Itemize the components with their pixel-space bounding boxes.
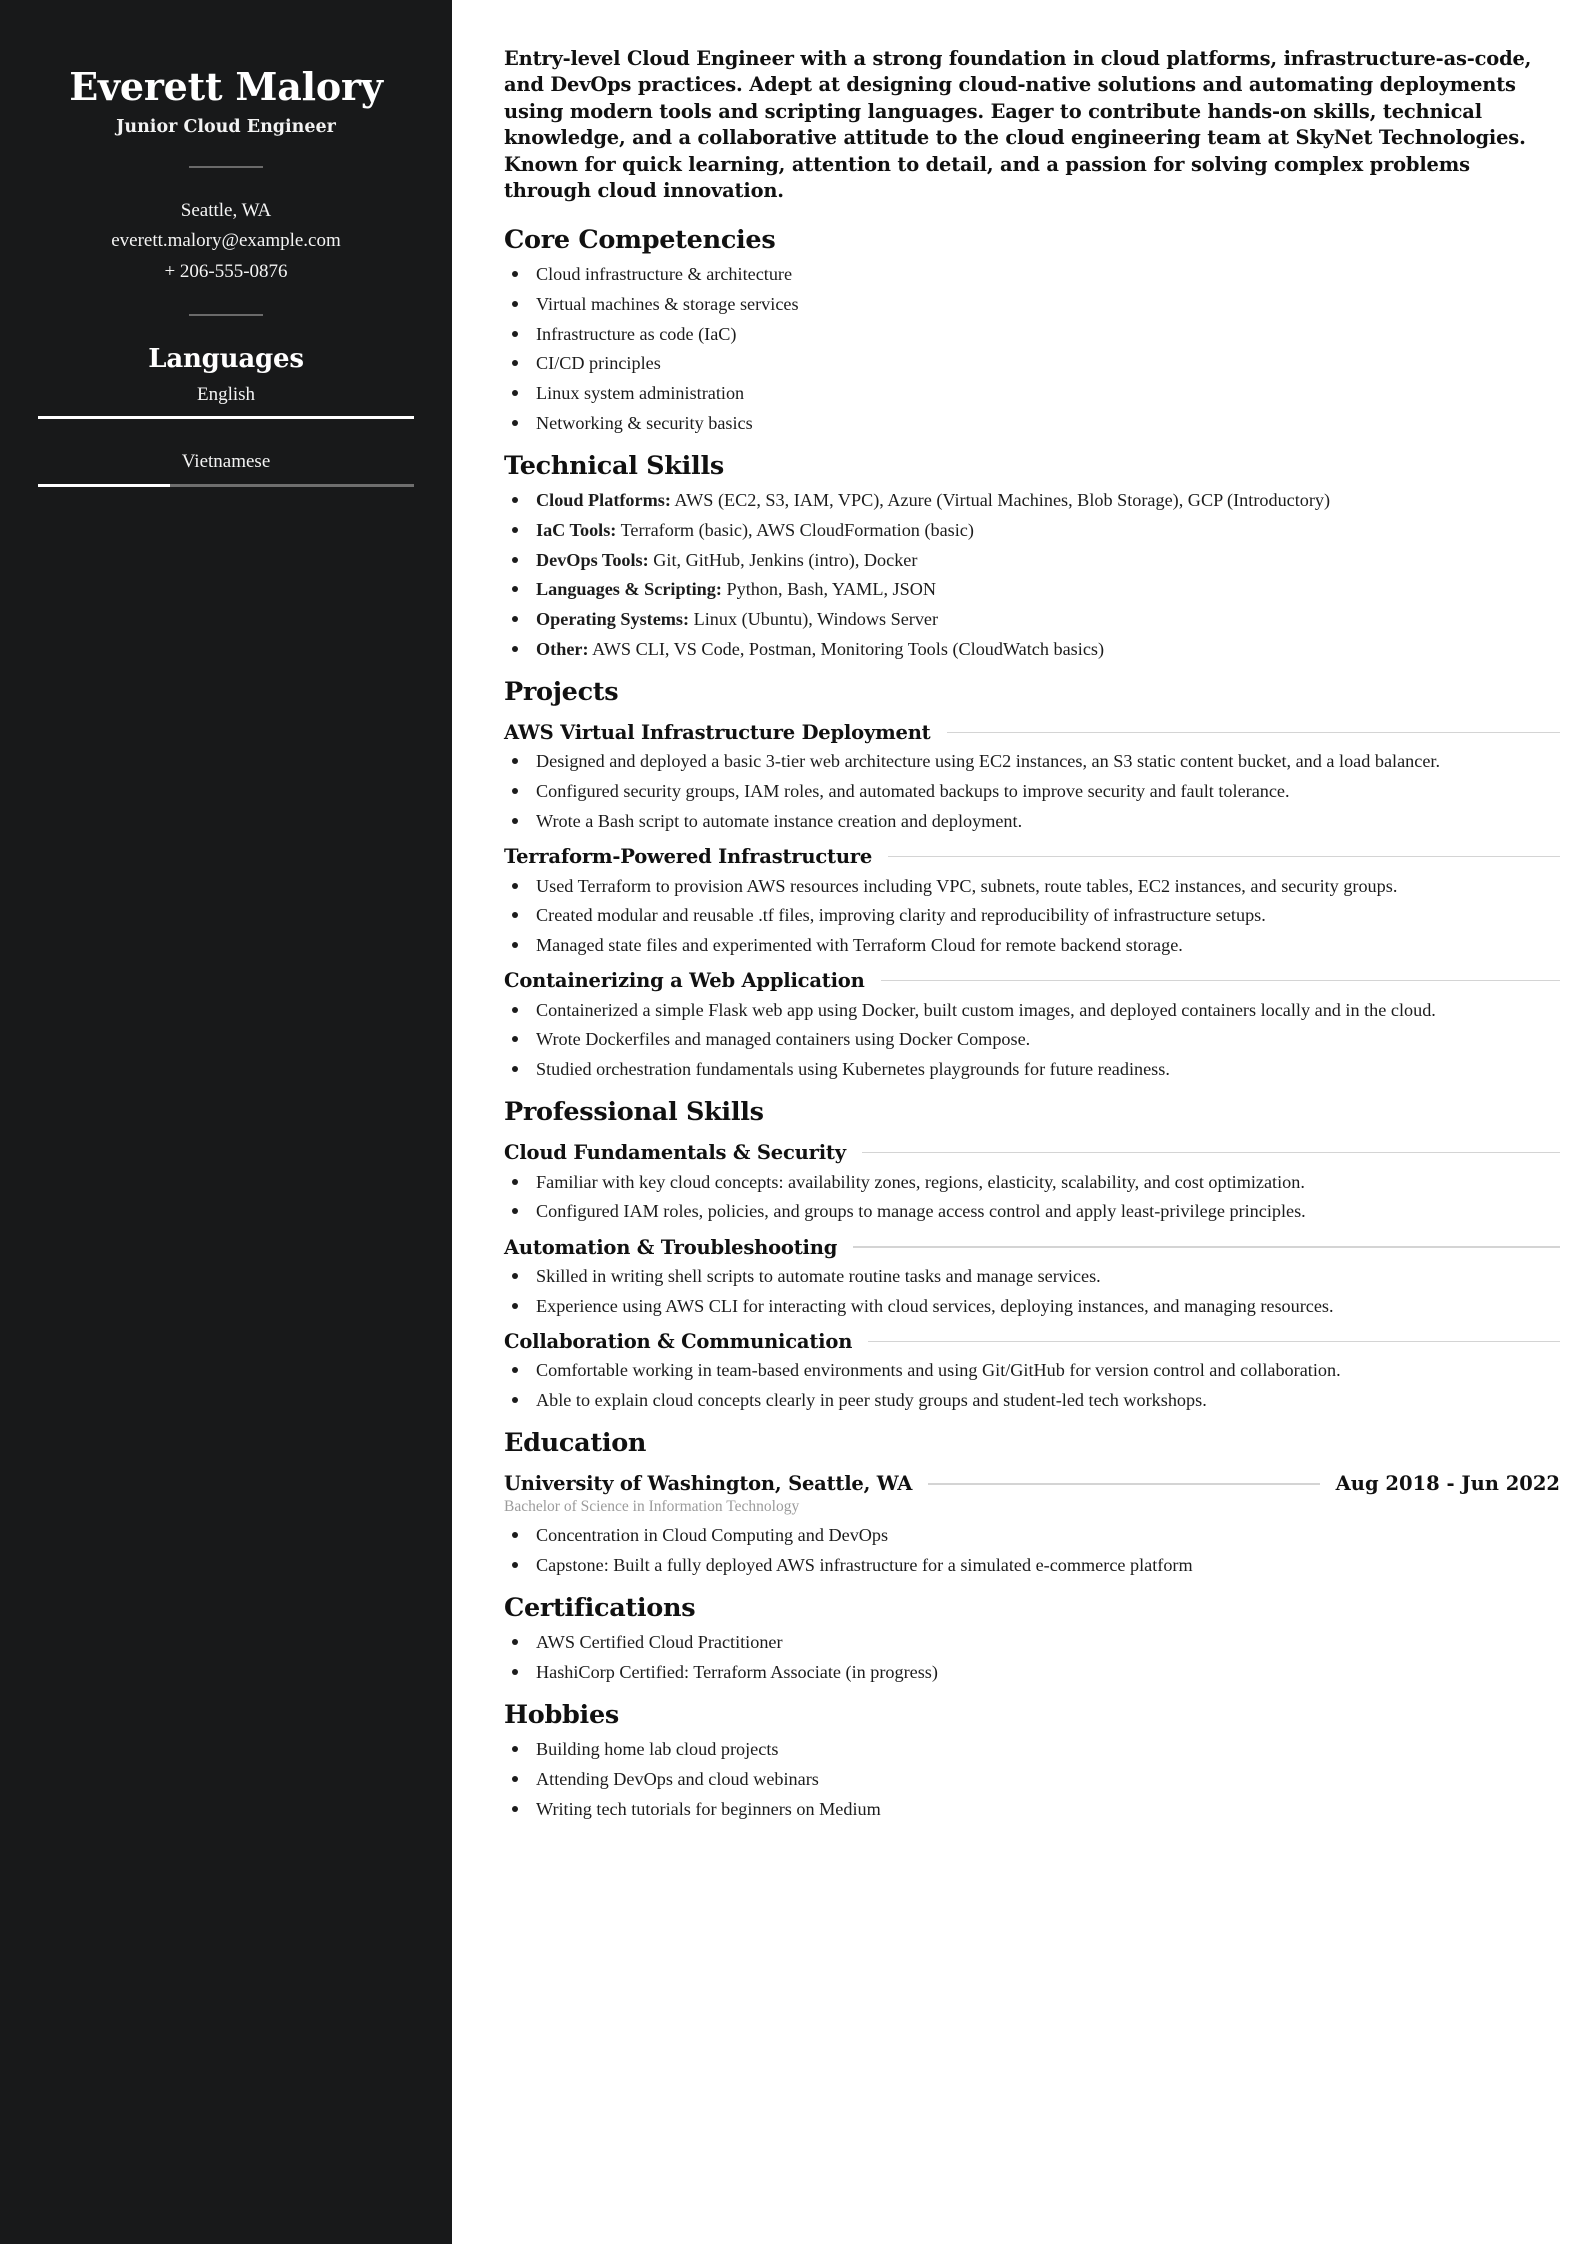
language-level-bar bbox=[38, 484, 414, 487]
list-item bbox=[504, 577, 1560, 601]
entry-title: Collaboration & Communication bbox=[504, 1329, 853, 1353]
contact-email[interactable]: everett.malory@example.com bbox=[111, 230, 341, 252]
skill-label: Languages & Scripting: bbox=[536, 579, 722, 600]
skill-label: Operating Systems: bbox=[536, 609, 690, 630]
core-competencies-section bbox=[504, 225, 1560, 435]
entry-bullet-list bbox=[504, 1264, 1560, 1318]
list-item: Wrote Dockerfiles and managed containers using Docker Compose. bbox=[504, 1027, 1560, 1051]
list-item: Infrastructure as code (IaC) bbox=[504, 322, 1560, 346]
professional-skills-section bbox=[504, 1097, 1560, 1412]
languages-heading: Languages bbox=[148, 343, 304, 374]
certifications-section bbox=[504, 1593, 1560, 1684]
list-item: Networking & security basics bbox=[504, 411, 1560, 435]
sidebar-divider-bottom bbox=[189, 314, 263, 316]
list-item: Used Terraform to provision AWS resources including VPC, subnets, route tables, EC2 instances, and security groups. bbox=[504, 874, 1560, 898]
entry-header bbox=[504, 845, 1560, 868]
languages-section bbox=[38, 344, 414, 487]
sidebar bbox=[0, 0, 452, 2244]
entry-divider bbox=[947, 732, 1561, 734]
skill-value: AWS CLI, VS Code, Postman, Monitoring Tools (CloudWatch basics) bbox=[588, 638, 1105, 659]
language-name: Vietnamese bbox=[181, 451, 271, 473]
list-item: Skilled in writing shell scripts to automate routine tasks and manage services. bbox=[504, 1264, 1560, 1288]
education-bullet-list bbox=[504, 1523, 1560, 1577]
list-item: Comfortable working in team-based environments and using Git/GitHub for version control and collaboration. bbox=[504, 1358, 1560, 1382]
skill-value: Git, GitHub, Jenkins (intro), Docker bbox=[648, 549, 918, 570]
education-list bbox=[504, 1472, 1560, 1577]
language-level-bar bbox=[38, 416, 414, 419]
list-item: HashiCorp Certified: Terraform Associate (in progress) bbox=[504, 1660, 1560, 1684]
list-item: Wrote a Bash script to automate instance creation and deployment. bbox=[504, 809, 1560, 833]
certifications-list bbox=[504, 1630, 1560, 1684]
entry-divider bbox=[888, 856, 1560, 858]
list-item: Able to explain cloud concepts clearly in peer study groups and student-led tech workshops. bbox=[504, 1388, 1560, 1412]
list-item: CI/CD principles bbox=[504, 351, 1560, 375]
core-competencies-list bbox=[504, 262, 1560, 435]
entry-header bbox=[504, 1330, 1560, 1353]
education-degree: Bachelor of Science in Information Technology bbox=[504, 1498, 800, 1516]
entry-bullet-list bbox=[504, 1358, 1560, 1412]
education-title: Education bbox=[504, 1428, 647, 1459]
list-item: Created modular and reusable .tf files, improving clarity and reproducibility of infrastructure setups. bbox=[504, 903, 1560, 927]
entry-header bbox=[504, 969, 1560, 992]
list-item bbox=[504, 548, 1560, 572]
professional-summary: Entry-level Cloud Engineer with a strong foundation in cloud platforms, infrastructure-as-code, and DevOps practices. Adept at designing cloud-native solutions and automating deployments using modern tools and scripting languages. Eager to contribute hands-on skills, technical knowledge, and a collaborative attitude to the cloud engineering team at SkyNet Technologies. Known for quick learning, attention to detail, and a passion for solving complex problems through cloud innovation. bbox=[504, 47, 1532, 203]
languages-list bbox=[38, 382, 414, 487]
entry-divider bbox=[862, 1152, 1560, 1154]
technical-skills-section bbox=[504, 451, 1560, 661]
skill-value: Terraform (basic), AWS CloudFormation (basic) bbox=[616, 520, 974, 541]
skill-label: DevOps Tools: bbox=[536, 549, 649, 570]
entry-header bbox=[504, 721, 1560, 744]
language-item bbox=[38, 449, 414, 487]
entry-title: Automation & Troubleshooting bbox=[504, 1235, 838, 1259]
education-school: University of Washington, Seattle, WA bbox=[504, 1472, 913, 1496]
main-content bbox=[452, 0, 1588, 2244]
entry-divider bbox=[853, 1246, 1560, 1248]
projects-title: Projects bbox=[504, 677, 619, 708]
entry-header bbox=[504, 1141, 1560, 1164]
skill-value: AWS (EC2, S3, IAM, VPC), Azure (Virtual Machines, Blob Storage), GCP (Introductory) bbox=[670, 490, 1331, 511]
list-item: Studied orchestration fundamentals using Kubernetes playgrounds for future readiness. bbox=[504, 1057, 1560, 1081]
language-item bbox=[38, 382, 414, 420]
hobbies-title: Hobbies bbox=[504, 1700, 619, 1731]
entry-divider bbox=[881, 980, 1560, 982]
entry-bullet-list bbox=[504, 1170, 1560, 1224]
sidebar-divider-top bbox=[189, 166, 263, 168]
list-item: Familiar with key cloud concepts: availability zones, regions, elasticity, scalability, and cost optimization. bbox=[504, 1170, 1560, 1194]
list-item: Cloud infrastructure & architecture bbox=[504, 262, 1560, 286]
projects-section bbox=[504, 677, 1560, 1081]
list-item bbox=[504, 488, 1560, 512]
professional-skills-title: Professional Skills bbox=[504, 1097, 764, 1128]
list-item: Building home lab cloud projects bbox=[504, 1737, 1560, 1761]
list-item: Capstone: Built a fully deployed AWS infrastructure for a simulated e-commerce platform bbox=[504, 1553, 1560, 1577]
certifications-title: Certifications bbox=[504, 1592, 696, 1623]
technical-skills-list bbox=[504, 488, 1560, 661]
education-divider bbox=[928, 1483, 1319, 1485]
entry-title: Cloud Fundamentals & Security bbox=[504, 1141, 846, 1165]
hobbies-section bbox=[504, 1700, 1560, 1821]
list-item: Attending DevOps and cloud webinars bbox=[504, 1767, 1560, 1791]
core-competencies-title: Core Competencies bbox=[504, 224, 776, 255]
list-item: Containerized a simple Flask web app using Docker, built custom images, and deployed containers locally and in the cloud. bbox=[504, 998, 1560, 1022]
list-item: Managed state files and experimented with Terraform Cloud for remote backend storage. bbox=[504, 933, 1560, 957]
education-section bbox=[504, 1428, 1560, 1576]
candidate-job-title: Junior Cloud Engineer bbox=[116, 116, 336, 137]
contact-phone[interactable]: + 206-555-0876 bbox=[164, 260, 288, 282]
skill-value: Python, Bash, YAML, JSON bbox=[721, 579, 937, 600]
entry-bullet-list bbox=[504, 874, 1560, 958]
entry-bullet-list bbox=[504, 749, 1560, 833]
list-item: Configured IAM roles, policies, and groups to manage access control and apply least-privilege principles. bbox=[504, 1199, 1560, 1223]
entry-title: Terraform-Powered Infrastructure bbox=[504, 845, 873, 869]
skill-label: Other: bbox=[536, 638, 589, 659]
list-item: Concentration in Cloud Computing and DevOps bbox=[504, 1523, 1560, 1547]
entry-header bbox=[504, 1236, 1560, 1259]
entry-divider bbox=[868, 1341, 1560, 1343]
list-item: AWS Certified Cloud Practitioner bbox=[504, 1630, 1560, 1654]
language-level-fill bbox=[38, 484, 170, 487]
skill-label: Cloud Platforms: bbox=[536, 490, 671, 511]
list-item bbox=[504, 518, 1560, 542]
entry-title: Containerizing a Web Application bbox=[504, 969, 865, 993]
contact-location: Seattle, WA bbox=[180, 199, 272, 221]
list-item bbox=[504, 637, 1560, 661]
professional-skills-list bbox=[504, 1141, 1560, 1412]
skill-label: IaC Tools: bbox=[536, 520, 617, 541]
list-item: Configured security groups, IAM roles, and automated backups to improve security and fault tolerance. bbox=[504, 779, 1560, 803]
education-dates: Aug 2018 - Jun 2022 bbox=[1335, 1472, 1560, 1496]
hobbies-list bbox=[504, 1737, 1560, 1821]
skill-value: Linux (Ubuntu), Windows Server bbox=[689, 609, 939, 630]
list-item: Linux system administration bbox=[504, 381, 1560, 405]
list-item: Designed and deployed a basic 3-tier web architecture using EC2 instances, an S3 static content bucket, and a load balancer. bbox=[504, 749, 1560, 773]
projects-list bbox=[504, 721, 1560, 1081]
candidate-name: Everett Malory bbox=[69, 64, 383, 109]
education-header bbox=[504, 1472, 1560, 1495]
language-level-fill bbox=[38, 416, 414, 419]
contact-block bbox=[38, 196, 414, 286]
list-item bbox=[504, 607, 1560, 631]
list-item: Virtual machines & storage services bbox=[504, 292, 1560, 316]
list-item: Experience using AWS CLI for interacting with cloud services, deploying instances, and managing resources. bbox=[504, 1294, 1560, 1318]
list-item: Writing tech tutorials for beginners on Medium bbox=[504, 1797, 1560, 1821]
technical-skills-title: Technical Skills bbox=[504, 451, 724, 481]
entry-bullet-list bbox=[504, 998, 1560, 1082]
entry-title: AWS Virtual Infrastructure Deployment bbox=[504, 720, 931, 744]
language-name: English bbox=[196, 383, 256, 405]
